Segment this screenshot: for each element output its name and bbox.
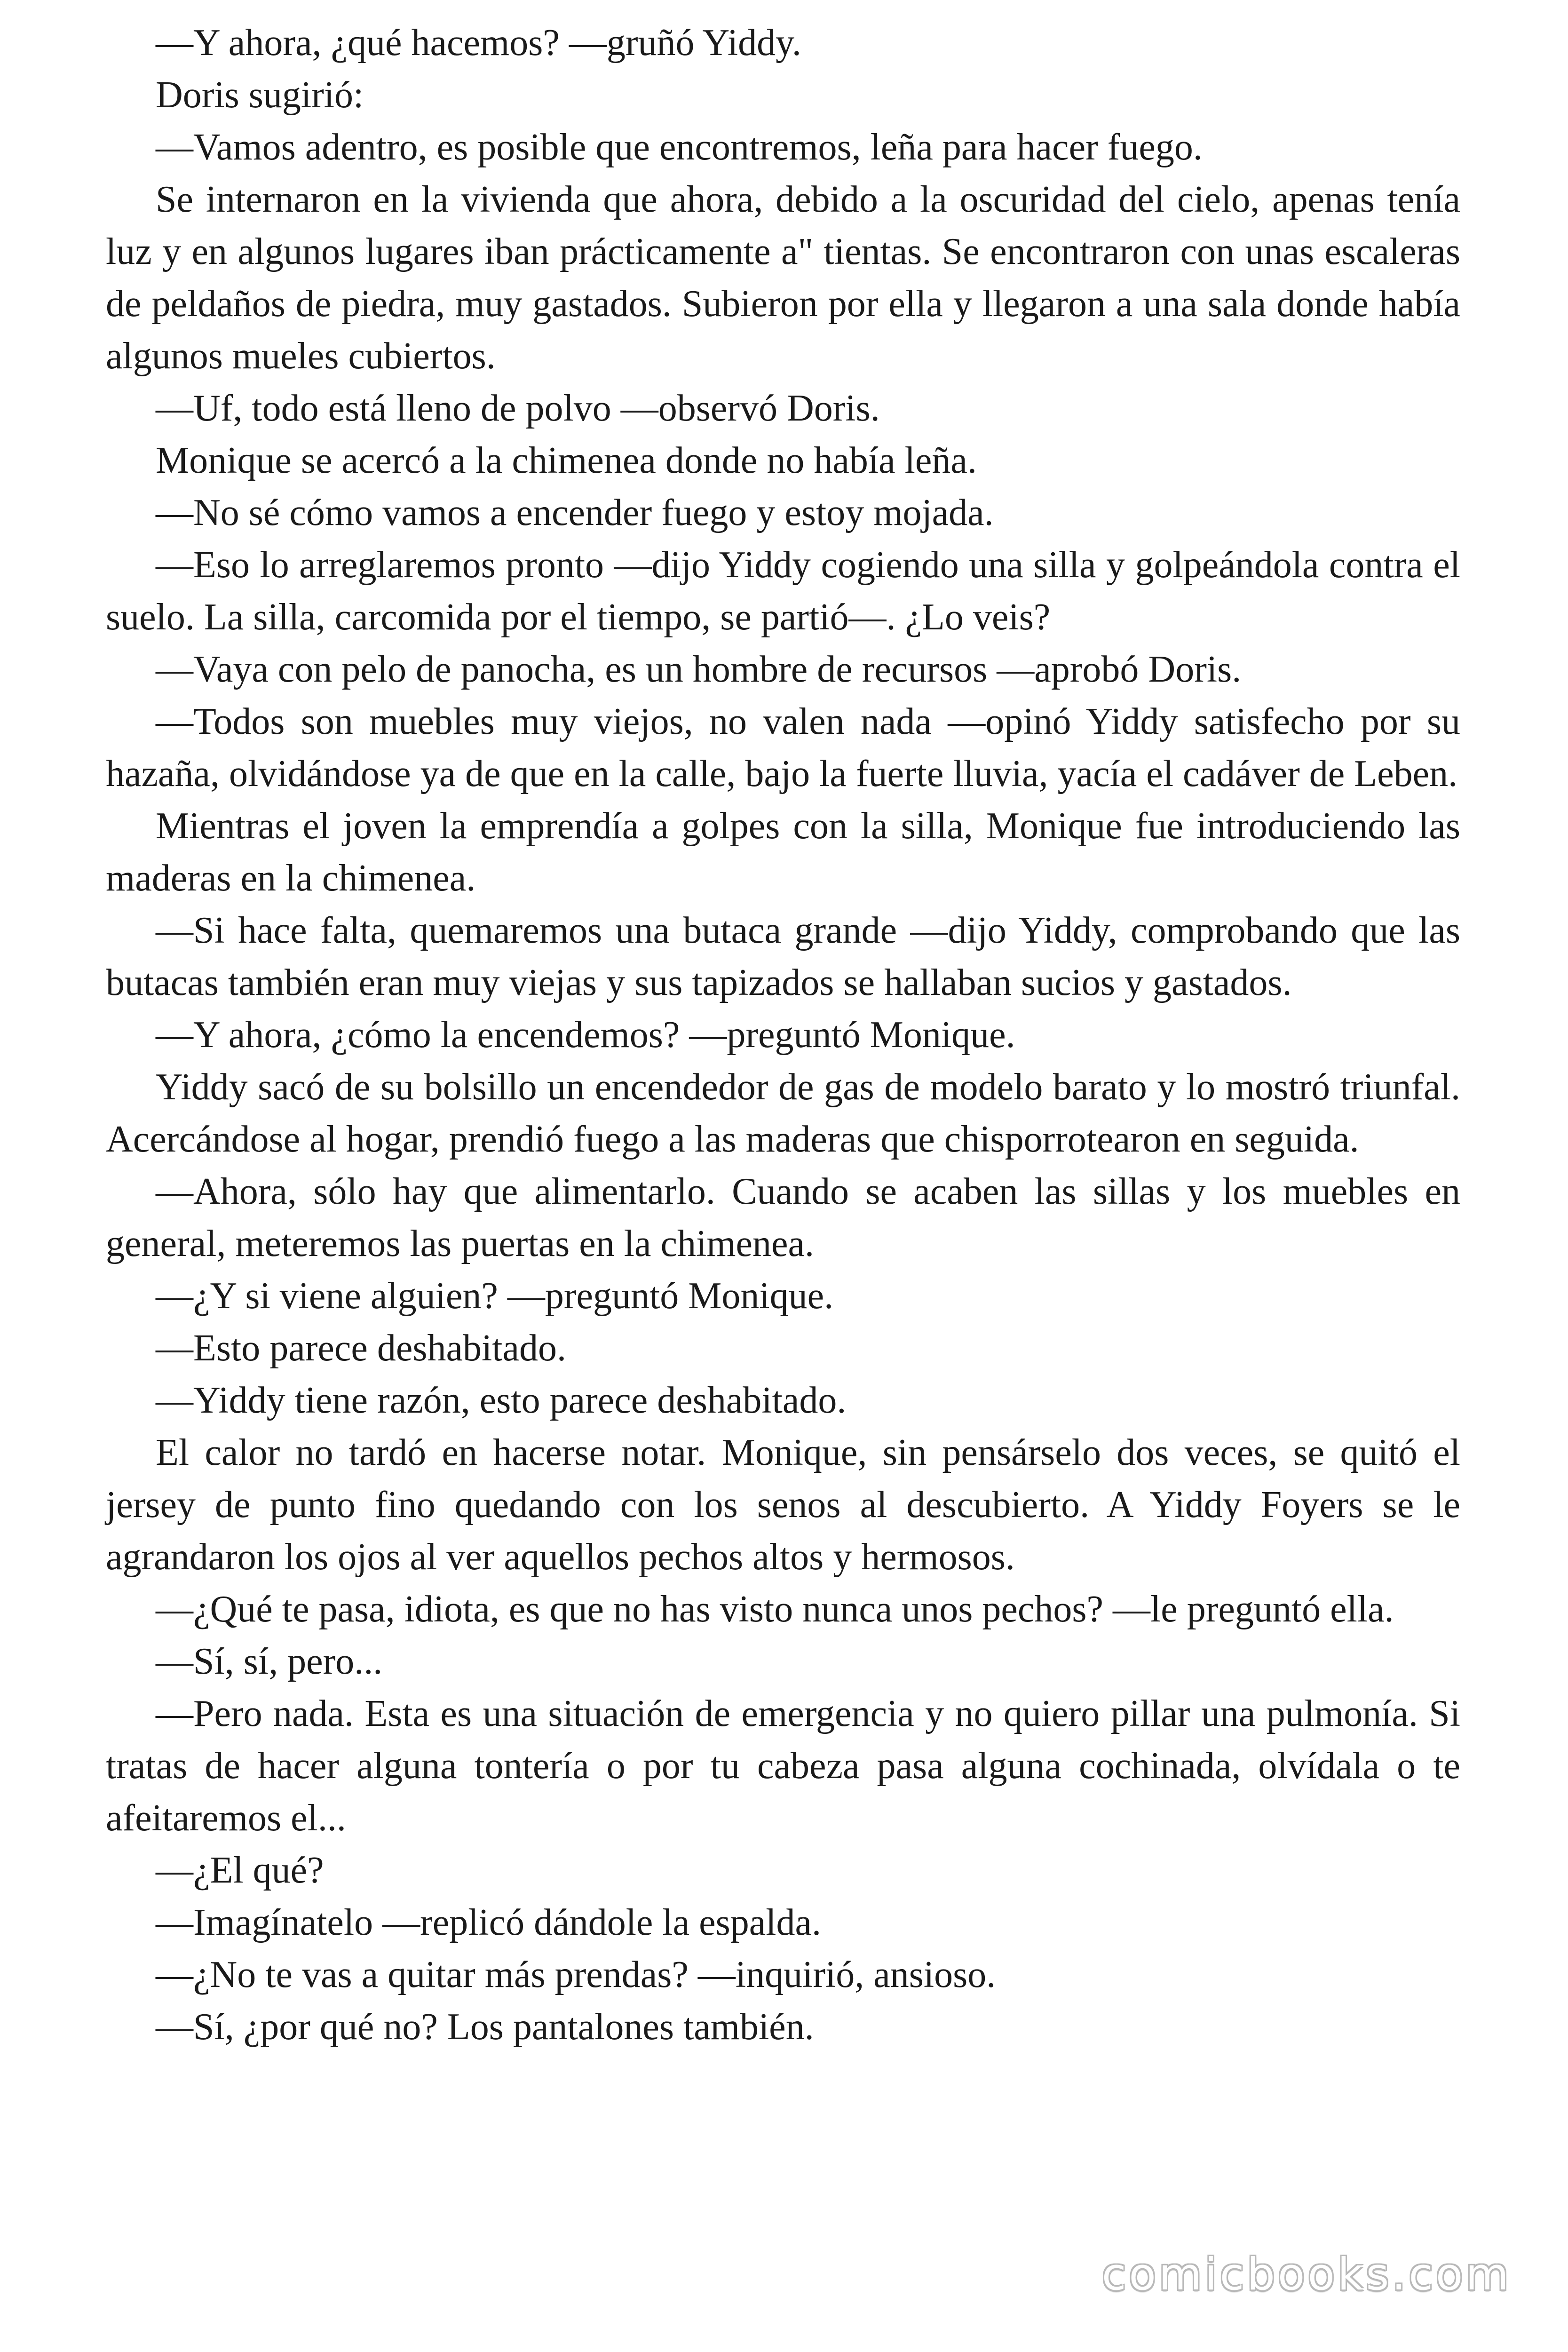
paragraph: —Sí, ¿por qué no? Los pantalones también. (156, 2006, 814, 2048)
paragraph: —¿El qué? (156, 1850, 324, 1891)
paragraph: —Vaya con pelo de panocha, es un hombre de recursos —aprobó Doris. (156, 649, 1242, 690)
paragraph: —Vamos adentro, es posible que encontremos, leña para hacer fuego. (156, 127, 1203, 168)
paragraph: —Y ahora, ¿cómo la encendemos? —preguntó Monique. (156, 1014, 1015, 1056)
paragraph: —Todos son muebles muy viejos, no valen nada —opinó Yiddy satisfecho por su hazaña, olvidándose ya de que en la calle, bajo la fuerte lluvia, yacía el cadáver de Leben. (106, 701, 1460, 795)
paragraph: —Imagínatelo —replicó dándole la espalda. (156, 1902, 822, 1943)
paragraph: El calor no tardó en hacerse notar. Monique, sin pensárselo dos veces, se quitó el jersey de punto fino quedando con los senos al descubierto. A Yiddy Foyers se le agrandaron los ojos al ver aquellos pechos altos y hermosos. (106, 1432, 1460, 1578)
paragraph: Monique se acercó a la chimenea donde no había leña. (156, 440, 977, 481)
paragraph: Yiddy sacó de su bolsillo un encendedor de gas de modelo barato y lo mostró triunfal. Acercándose al hogar, prendió fuego a las maderas que chisporrotearon en seguida. (106, 1066, 1460, 1160)
paragraph: —¿Qué te pasa, idiota, es que no has visto nunca unos pechos? —le preguntó ella. (156, 1589, 1394, 1630)
page-body (106, 17, 1460, 2053)
paragraph: —Sí, sí, pero... (156, 1641, 383, 1682)
paragraph: —¿Y si viene alguien? —preguntó Monique. (156, 1275, 834, 1317)
paragraph: Se internaron en la vivienda que ahora, debido a la oscuridad del cielo, apenas tenía luz y en algunos lugares iban prácticamente a" tientas. Se encontraron con unas escaleras de peldaños de piedra, muy gastados. Subieron por ella y llegaron a una sala donde había algunos mueles cubiertos. (106, 179, 1460, 377)
paragraph: —Esto parece deshabitado. (156, 1327, 567, 1369)
paragraph: —Si hace falta, quemaremos una butaca grande —dijo Yiddy, comprobando que las butacas también eran muy viejas y sus tapizados se hallaban sucios y gastados. (106, 910, 1460, 1003)
watermark: comicbooks.com (1101, 2249, 1512, 2300)
paragraph: —Yiddy tiene razón, esto parece deshabitado. (156, 1380, 847, 1421)
paragraph: Mientras el joven la emprendía a golpes con la silla, Monique fue introduciendo las maderas en la chimenea. (106, 805, 1460, 899)
paragraph: —¿No te vas a quitar más prendas? —inquirió, ansioso. (156, 1954, 996, 1995)
paragraph: —No sé cómo vamos a encender fuego y estoy mojada. (156, 492, 994, 533)
paragraph: —Pero nada. Esta es una situación de emergencia y no quiero pillar una pulmonía. Si tratas de hacer alguna tontería o por tu cabeza pasa alguna cochinada, olvídala o te afeitaremos el... (106, 1693, 1460, 1839)
paragraph: —Uf, todo está lleno de polvo —observó Doris. (156, 388, 880, 429)
paragraph: —Eso lo arreglaremos pronto —dijo Yiddy cogiendo una silla y golpeándola contra el suelo. La silla, carcomida por el tiempo, se partió—. ¿Lo veis? (106, 544, 1460, 638)
paragraph: —Ahora, sólo hay que alimentarlo. Cuando se acaben las sillas y los muebles en general, meteremos las puertas en la chimenea. (106, 1171, 1460, 1264)
paragraph: Doris sugirió: (156, 74, 364, 116)
paragraph: —Y ahora, ¿qué hacemos? —gruñó Yiddy. (156, 22, 801, 64)
